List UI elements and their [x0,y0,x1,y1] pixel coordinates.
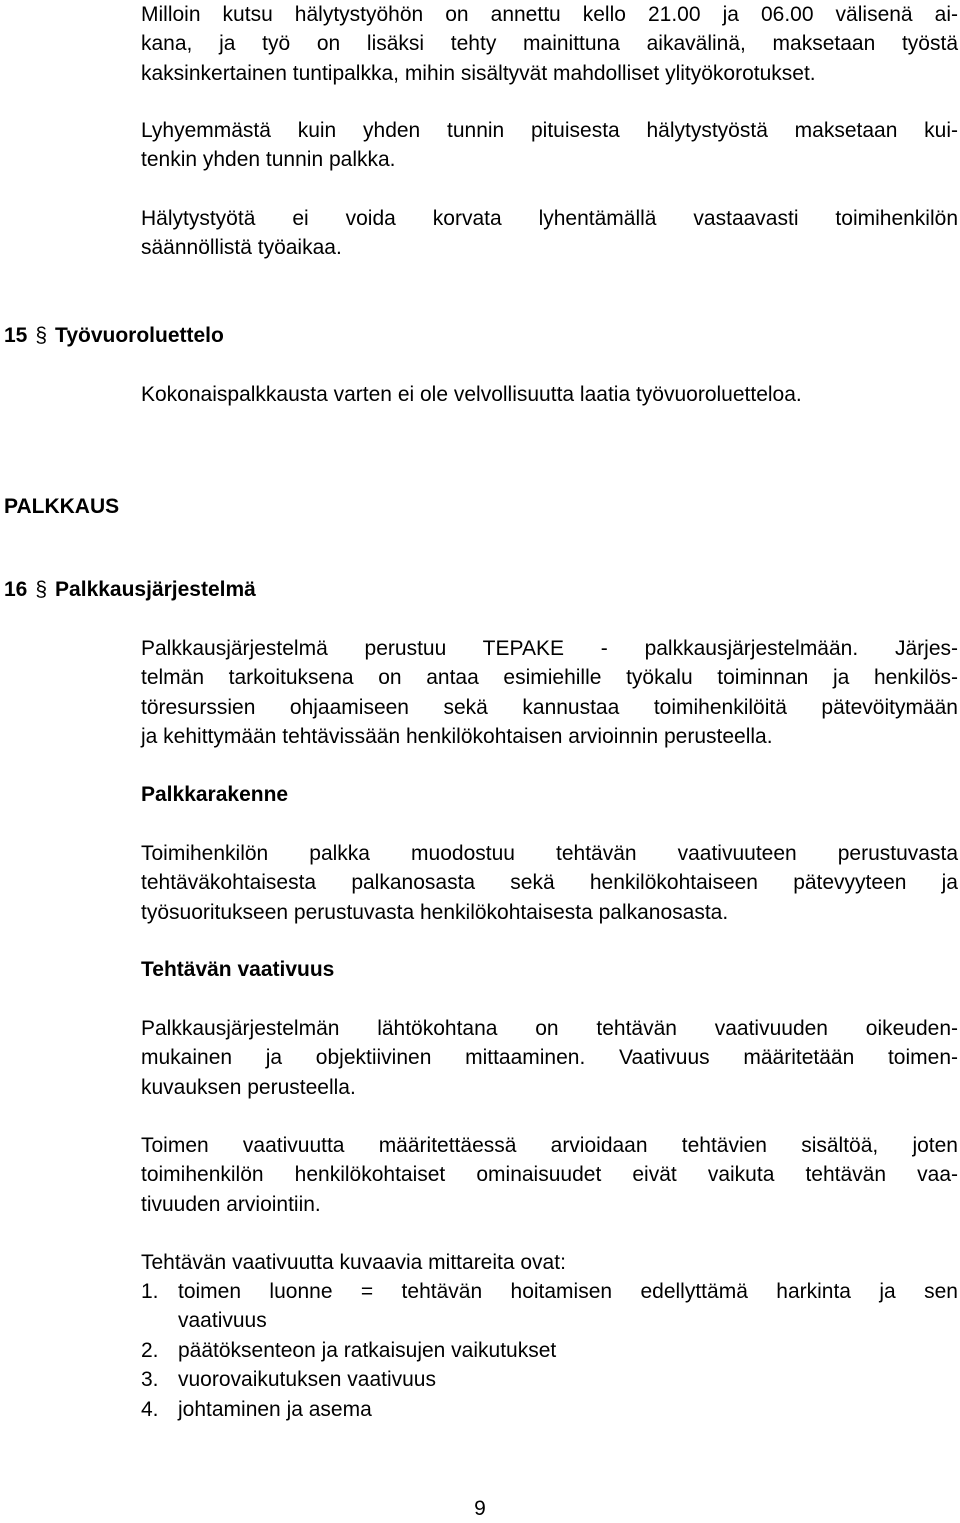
list-item-number: 2. [141,1338,159,1362]
text-line: työsuoritukseen perustuvasta henkilökohtaisesta palkanosasta. [141,900,729,924]
text-line: Kokonaispalkkausta varten ei ole velvollisuutta laatia työvuoroluetteloa. [141,383,802,406]
section-15-text [141,380,958,409]
palkkaus-heading [4,492,119,521]
paragraph-no-compensation [141,204,958,263]
subsection-title: Palkkarakenne [141,783,289,806]
text-line: Milloin kutsu hälytystyöhön on annettu kello 21.00 ja 06.00 välisenä ai- [141,3,958,26]
section-title: Työvuoroluettelo [55,324,224,347]
list-item-number: 4. [141,1397,159,1421]
section-sign-icon: § [35,578,48,601]
vaativuus-criteria-list [141,1277,958,1424]
section-sign-icon: § [35,324,48,347]
list-item-text-continued: vaativuus [178,1309,267,1333]
palkkarakenne-paragraph [141,839,958,927]
text-line: Toimen vaativuutta määritettäessä arvioidaan tehtävien sisältöä, joten [141,1134,958,1157]
section-number: 15 [4,324,28,347]
text-line: ja kehittymään tehtävissään henkilökohtaisen arvioinnin perusteella. [141,725,773,749]
text-line: toimihenkilön henkilökohtaiset ominaisuudet eivät vaikuta tehtävän vaa- [141,1163,958,1187]
list-item [141,1395,958,1424]
text-line: Lyhyemmästä kuin yhden tunnin pituisesta hälytystyöstä maksetaan kui- [141,119,958,142]
list-item [141,1336,958,1365]
section-15-heading [4,321,224,350]
paragraph-alarm-work-night [141,0,958,88]
list-item [141,1365,958,1394]
text-line: kana, ja työ on lisäksi tehty mainittuna aikavälinä, maksetaan työstä [141,32,958,56]
section-16-heading [4,575,256,604]
page-number: 9 [474,1497,486,1520]
list-item-text: päätöksenteon ja ratkaisujen vaikutukset [178,1338,557,1362]
text-line: kaksinkertainen tuntipalkka, mihin sisältyvät mahdolliset ylityökorotukset. [141,61,816,85]
section-16-paragraph [141,634,958,752]
list-item [141,1277,958,1336]
text-line: Hälytystyötä ei voida korvata lyhentämällä vastaavasti toimihenkilön [141,207,958,230]
text-line: Palkkausjärjestelmän lähtökohtana on tehtävän vaativuuden oikeuden- [141,1017,958,1040]
text-line: Tehtävän vaativuutta kuvaavia mittareita ovat: [141,1251,566,1274]
text-line: tehtäväkohtaisesta palkanosasta sekä henkilökohtaiseen pätevyyteen ja [141,871,958,895]
text-line: mukainen ja objektiivinen mittaaminen. Vaativuus määritetään toimen- [141,1046,958,1070]
text-line: Toimihenkilön palkka muodostuu tehtävän vaativuuteen perustuvasta [141,842,958,865]
list-item-number: 1. [141,1280,159,1303]
list-item-text: johtaminen ja asema [178,1397,372,1421]
text-line: tivuuden arviointiin. [141,1192,321,1216]
text-line: kuvauksen perusteella. [141,1075,356,1099]
text-line: Palkkausjärjestelmä perustuu TEPAKE - palkkausjärjestelmään. Järjes- [141,637,958,660]
list-item-text: toimen luonne = tehtävän hoitamisen edellyttämä harkinta ja sen [178,1280,958,1303]
subsection-title: Tehtävän vaativuus [141,958,335,981]
section-number: 16 [4,578,28,601]
chapter-title: PALKKAUS [4,495,120,518]
vaativuus-paragraph-1 [141,1014,958,1102]
vaativuus-list-intro [141,1248,958,1277]
text-line: töresurssien ohjaamiseen sekä kannustaa toimihenkilöitä pätevöitymään [141,695,958,719]
text-line: säännöllistä työaikaa. [141,236,342,260]
vaativuus-paragraph-2 [141,1131,958,1219]
text-line: tenkin yhden tunnin palkka. [141,148,396,172]
paragraph-minimum-pay [141,116,958,175]
list-item-number: 3. [141,1368,159,1392]
text-line: telmän tarkoituksena on antaa esimiehille työkalu toiminnan ja henkilös- [141,666,958,690]
section-title: Palkkausjärjestelmä [55,578,256,601]
palkkarakenne-heading [141,780,288,809]
list-item-text: vuorovaikutuksen vaativuus [178,1368,436,1392]
vaativuus-heading [141,955,334,984]
